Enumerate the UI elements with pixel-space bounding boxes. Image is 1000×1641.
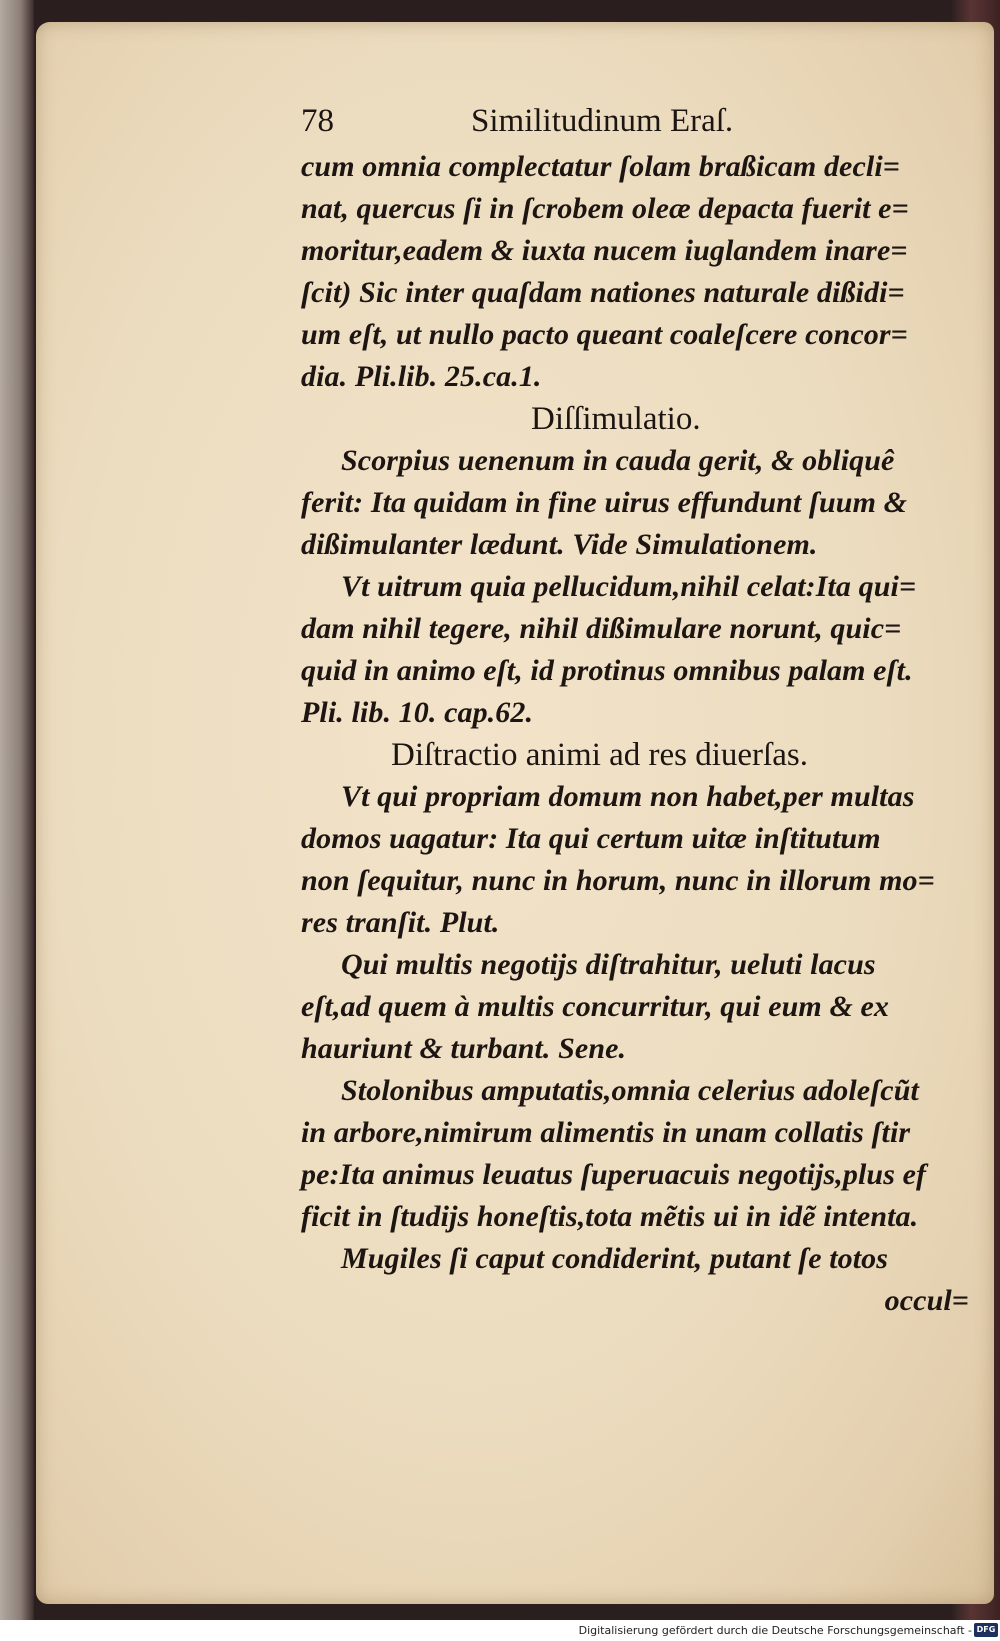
page-text: [301, 96, 981, 1322]
text-line: pe:Ita animus leuatus ſuperuacuis negotijs,plus ef: [301, 1158, 927, 1191]
text-line: Qui multis negotijs diſtrahitur, ueluti lacus: [341, 948, 876, 981]
text-line: quid in animo eſt, id protinus omnibus palam eſt.: [301, 654, 913, 687]
text-line: um eſt, ut nullo pacto queant coaleſcere concor=: [301, 318, 908, 351]
book-page: [36, 22, 994, 1604]
text-line: Pli. lib. 10. cap.62.: [301, 696, 534, 729]
text-line: nat, quercus ſi in ſcrobem oleæ depacta fuerit e=: [301, 192, 909, 225]
text-line: domos uagatur: Ita qui certum uitæ inſtitutum: [301, 822, 881, 855]
left-page-edge: [0, 0, 34, 1620]
text-line: ſcit) Sic inter quaſdam nationes naturale dißidi=: [301, 276, 905, 309]
text-line: eſt,ad quem à multis concurritur, qui eum & ex: [301, 990, 890, 1023]
page-header: [301, 96, 981, 146]
section-heading-distractio: Diſtractio animi ad res diuerſas.: [391, 737, 808, 773]
text-line: Mugiles ſi caput condiderint, putant ſe totos: [341, 1242, 889, 1275]
footer-credit: Digitalisierung gefördert durch die Deutsche Forschungsgemeinschaft -: [578, 1624, 972, 1637]
text-line: dia. Pli.lib. 25.ca.1.: [301, 360, 542, 393]
catchword: occul=: [884, 1284, 969, 1317]
text-line: Stolonibus amputatis,omnia celerius adoleſcũt: [341, 1074, 919, 1107]
text-line: ferit: Ita quidam in fine uirus effundunt ſuum &: [301, 486, 908, 519]
page-number: 78: [301, 103, 334, 139]
text-line: cum omnia complectatur ſolam braßicam decli=: [301, 150, 900, 183]
text-line: Vt uitrum quia pellucidum,nihil celat:Ita qui=: [341, 570, 917, 603]
running-title: Similitudinum Eraſ.: [471, 103, 734, 139]
text-line: dam nihil tegere, nihil dißimulare norunt, quic=: [301, 612, 902, 645]
text-line: res tranſit. Plut.: [301, 906, 500, 939]
text-line: dißimulanter lædunt. Vide Simulationem.: [301, 528, 818, 561]
text-line: Vt qui propriam domum non habet,per multas: [341, 780, 915, 813]
digitization-footer: [0, 1620, 1000, 1641]
text-line: ficit in ſtudijs honeſtis,tota mẽtis ui in idẽ intenta.: [301, 1200, 919, 1233]
text-line: non ſequitur, nunc in horum, nunc in illorum mo=: [301, 864, 935, 897]
section-heading-dissimulatio: Diſſimulatio.: [531, 401, 701, 437]
dfg-logo: DFG: [974, 1623, 998, 1637]
text-line: Scorpius uenenum in cauda gerit, & obliquê: [341, 444, 895, 477]
text-line: hauriunt & turbant. Sene.: [301, 1032, 627, 1065]
text-line: moritur,eadem & iuxta nucem iuglandem inare=: [301, 234, 908, 267]
text-line: in arbore,nimirum alimentis in unam collatis ſtir: [301, 1116, 911, 1149]
